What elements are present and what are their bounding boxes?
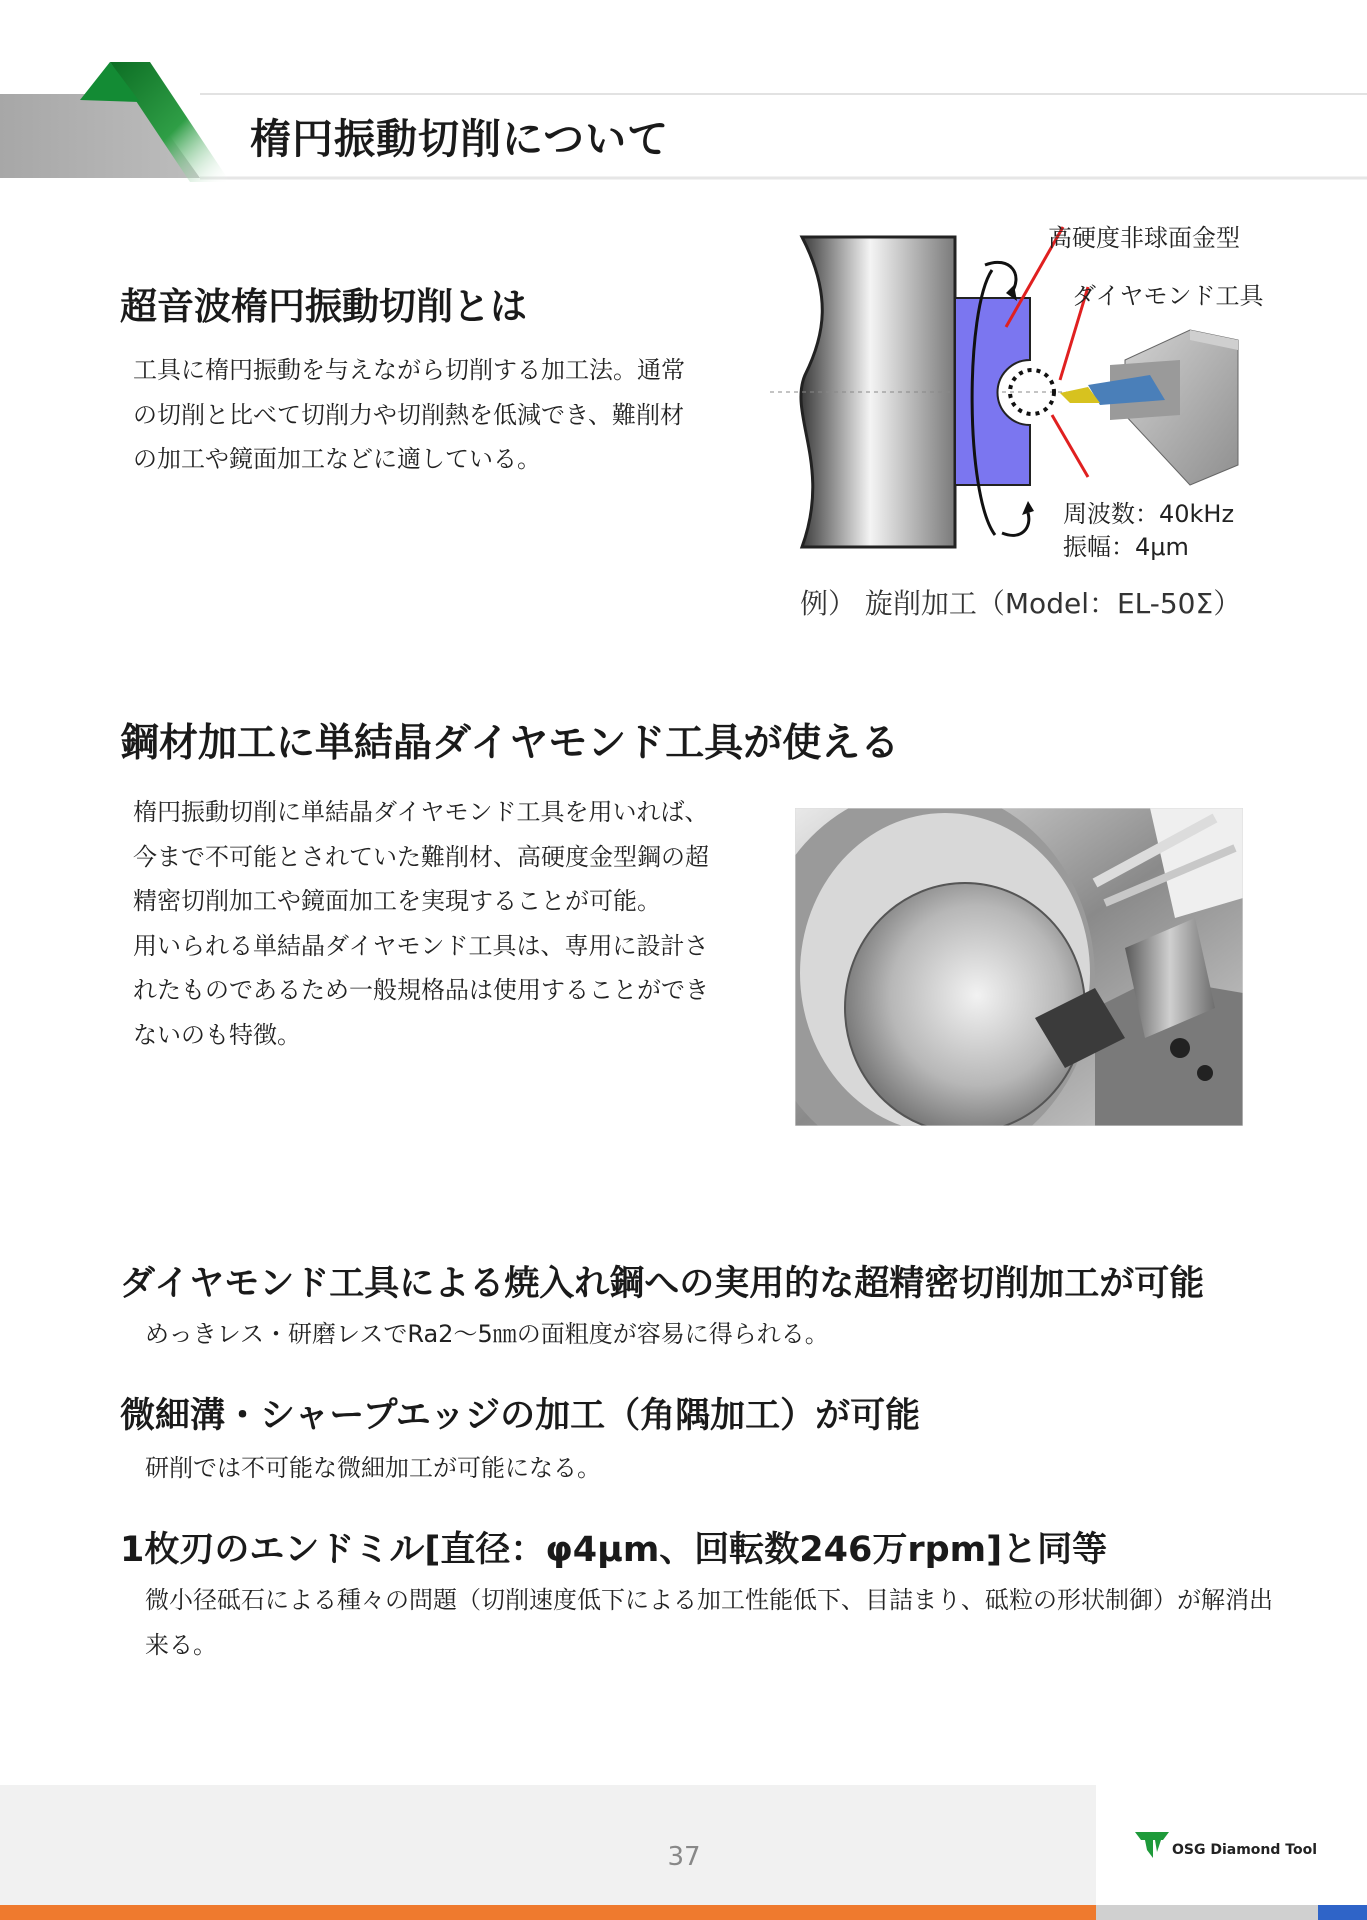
header-green-chevron-icon xyxy=(80,62,250,202)
text-line: ないのも特徴。 xyxy=(133,1020,301,1049)
text-line: 来る。 xyxy=(145,1630,217,1659)
label-amplitude: 振幅：4μm xyxy=(1063,533,1189,561)
section-body-steel xyxy=(133,790,733,1057)
text-line: めっきレス・研磨レスでRa2～5㎚の面粗度が容易に得られる。 xyxy=(145,1320,829,1348)
text-line: れたものであるため一般規格品は使用することができ xyxy=(133,976,709,1004)
text-line: 研削では不可能な微細加工が可能になる。 xyxy=(145,1454,601,1482)
section-body-micro-groove xyxy=(145,1446,1245,1491)
osg-logo-icon xyxy=(1133,1830,1171,1860)
footer-bar-gray xyxy=(1096,1905,1318,1920)
label-diamond-tool: ダイヤモンド工具 xyxy=(1072,282,1264,310)
section-heading-steel: 鋼材加工に単結晶ダイヤモンド工具が使える xyxy=(120,721,900,766)
section-heading-hardened-steel: ダイヤモンド工具による焼入れ鋼への実用的な超精密切削加工が可能 xyxy=(120,1264,1205,1304)
section-body-hardened-steel xyxy=(145,1312,1245,1357)
section-body-ultrasonic xyxy=(133,348,693,482)
text-line: 楕円振動切削に単結晶ダイヤモンド工具を用いれば、 xyxy=(133,798,709,826)
diagram-caption: 例） 旋削加工（Model：EL-50Σ） xyxy=(800,587,1242,620)
text-line: 微小径砥石による種々の問題（切削速度低下による加工性能低下、目詰まり、砥粒の形状制御）が解消出 xyxy=(145,1586,1273,1614)
text-line: の切削と比べて切削力や切削熱を低減でき、難削材 xyxy=(133,400,685,429)
text-line: 精密切削加工や鏡面加工を実現することが可能。 xyxy=(133,887,661,915)
footer-logo-text: OSG Diamond Tool xyxy=(1172,1842,1318,1858)
machining-photo xyxy=(795,808,1243,1126)
section-body-end-mill xyxy=(145,1578,1275,1667)
footer-bar-orange xyxy=(0,1905,1096,1920)
label-mold: 高硬度非球面金型 xyxy=(1048,224,1240,252)
page-title: 楕円振動切削について xyxy=(250,115,670,163)
text-line: 工具に楕円振動を与えながら切削する加工法。通常 xyxy=(133,356,685,384)
label-frequency: 周波数：40kHz xyxy=(1063,500,1235,528)
page-number: 37 xyxy=(667,1842,701,1872)
section-heading-micro-groove: 微細溝・シャープエッジの加工（角隅加工）が可能 xyxy=(120,1396,921,1436)
text-line: 用いられる単結晶ダイヤモンド工具は、専用に設計さ xyxy=(133,931,709,960)
text-line: 今まで不可能とされていた難削材、高硬度金型鋼の超 xyxy=(133,842,709,871)
section-heading-end-mill: 1枚刃のエンドミル[直径：φ4μm、回転数246万rpm]と同等 xyxy=(120,1530,1108,1570)
footer-bar-blue xyxy=(1318,1905,1367,1920)
text-line: の加工や鏡面加工などに適している。 xyxy=(133,445,541,473)
section-heading-ultrasonic: 超音波楕円振動切削とは xyxy=(120,285,527,328)
